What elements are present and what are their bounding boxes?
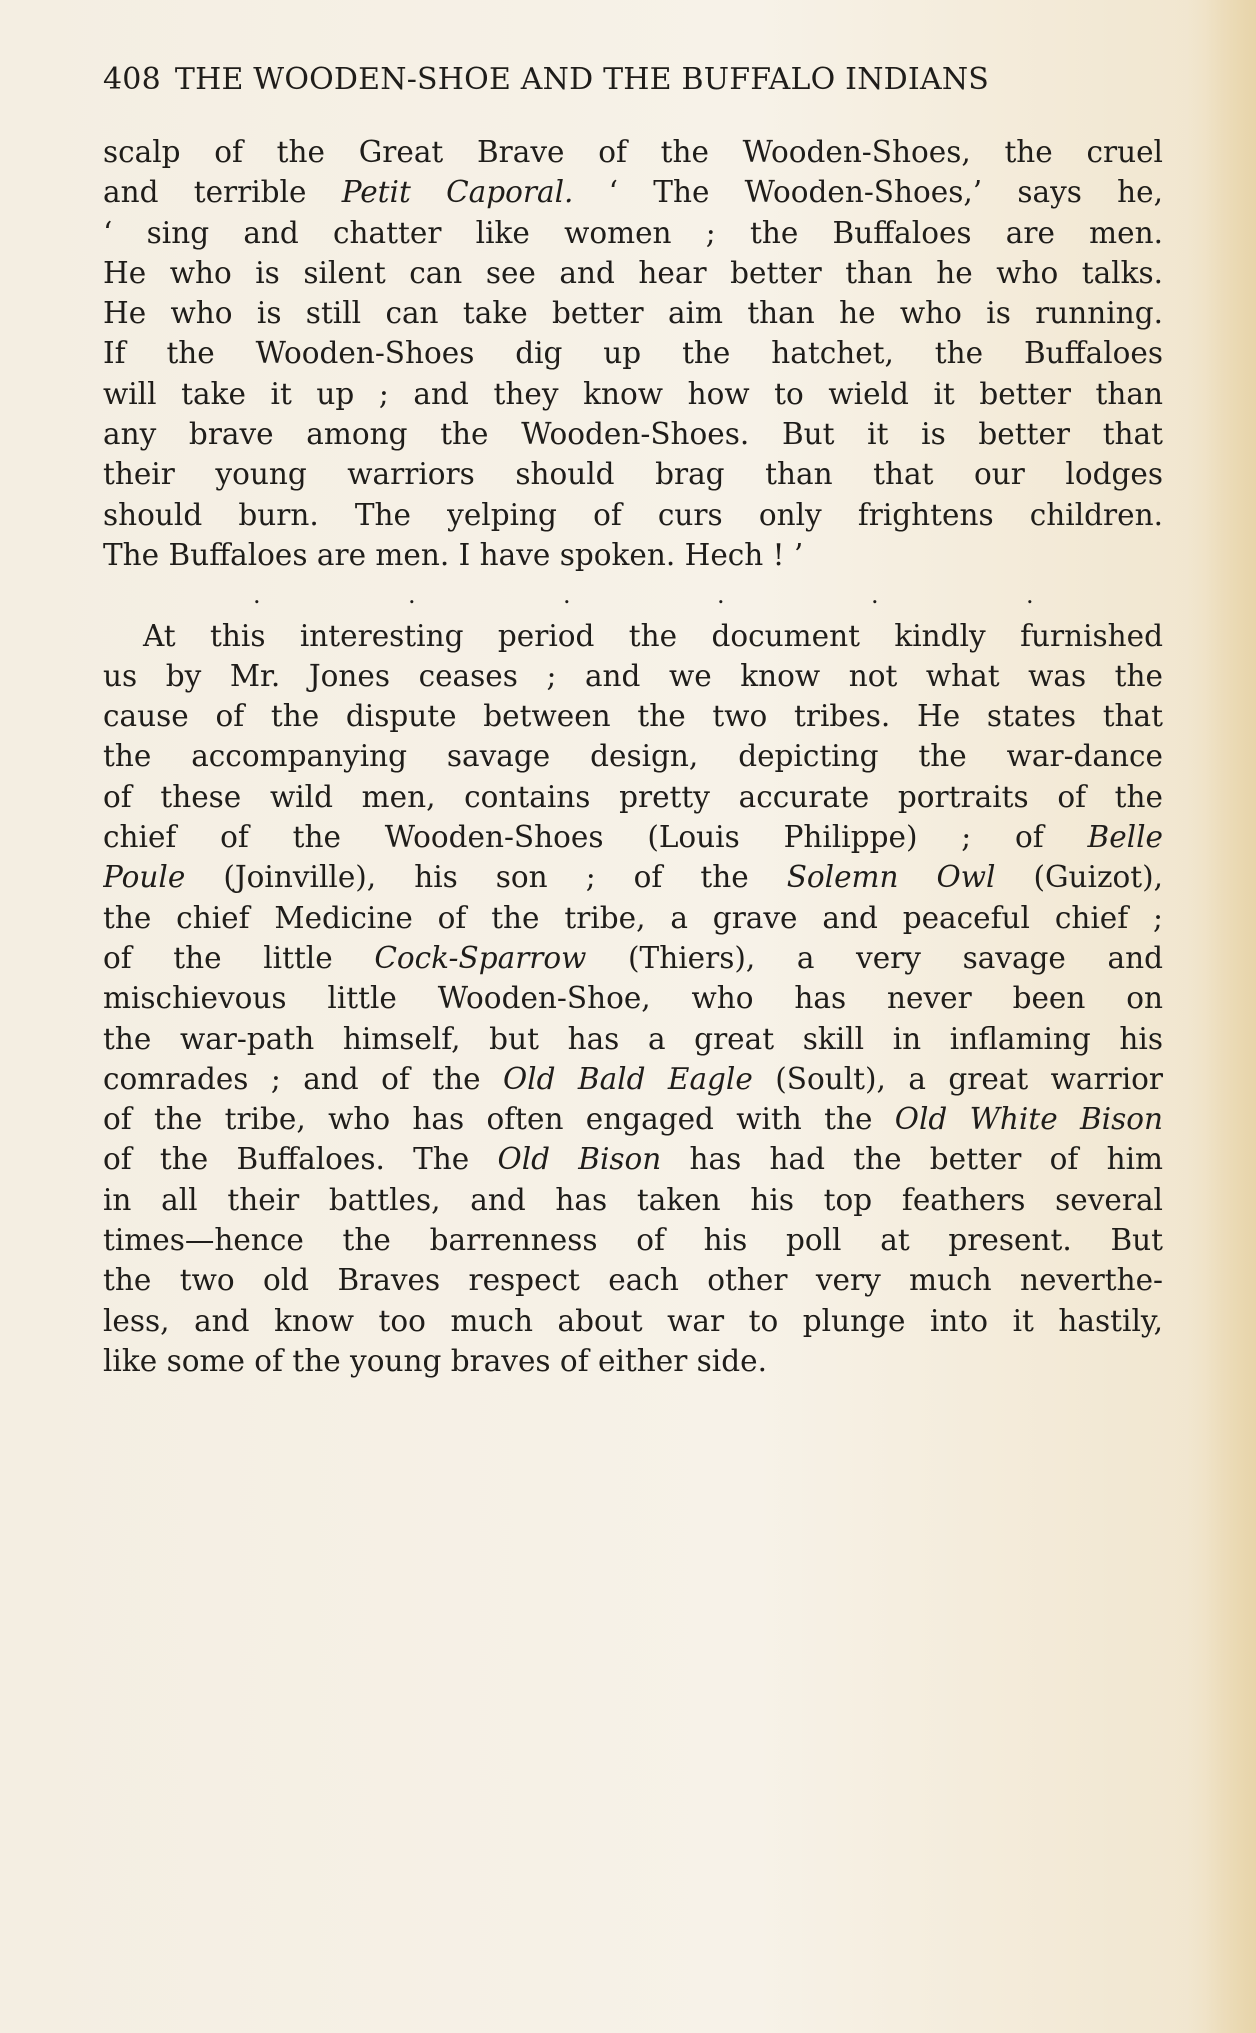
text-line: ‘ sing and chatter like women ; the Buffaloes are men. bbox=[103, 215, 1163, 250]
text-line: He who is still can take better aim than he who is running. bbox=[103, 296, 1163, 331]
italic-run: Belle bbox=[1087, 820, 1163, 855]
text-run: chief of the Wooden-Shoes (Louis Philippe) ; of bbox=[103, 820, 1088, 855]
text-line bbox=[103, 172, 1163, 212]
text-line: the chief Medicine of the tribe, a grave and peaceful chief ; bbox=[103, 900, 1163, 935]
text-line: of these wild men, contains pretty accurate portraits of the bbox=[103, 779, 1163, 814]
text-line: times—hence the barrenness of his poll at present. But bbox=[103, 1223, 1163, 1258]
text-run: (Thiers), a very savage and bbox=[586, 940, 1163, 975]
text-run: of the little bbox=[103, 940, 375, 975]
paragraph-speech bbox=[103, 132, 1163, 575]
text-run: (Guizot), bbox=[995, 860, 1163, 895]
page-edge-shading bbox=[1186, 0, 1256, 2033]
text-line bbox=[103, 1099, 1163, 1139]
italic-run: Old Bald Eagle bbox=[502, 1061, 753, 1096]
text-run: ‘ The Wooden-Shoes,’ says he, bbox=[573, 175, 1163, 210]
ellipsis-dot: . bbox=[253, 581, 261, 610]
italic-run: Solemn Owl bbox=[786, 860, 996, 895]
text-line: cause of the dispute between the two tribes. He states that bbox=[103, 699, 1163, 734]
text-line bbox=[103, 1059, 1163, 1099]
text-line: the accompanying savage design, depicting the war-dance bbox=[103, 739, 1163, 774]
paragraph-commentary bbox=[103, 616, 1163, 1382]
italic-run: Old Bison bbox=[497, 1142, 662, 1177]
text-line: mischievous little Wooden-Shoe, who has never been on bbox=[103, 981, 1163, 1016]
ellipsis-dot: . bbox=[563, 581, 571, 610]
text-line bbox=[103, 1139, 1163, 1179]
text-line: their young warriors should brag than that our lodges bbox=[103, 457, 1163, 492]
text-run: of the tribe, who has often engaged with the bbox=[103, 1102, 895, 1137]
text-line: the two old Braves respect each other very much neverthe- bbox=[103, 1263, 1163, 1298]
italic-run: Poule bbox=[103, 860, 186, 895]
text-run: (Joinville), his son ; of the bbox=[185, 860, 787, 895]
text-line: At this interesting period the document kindly furnished bbox=[143, 618, 1163, 653]
text-run: (Soult), a great warrior bbox=[752, 1061, 1163, 1096]
text-run: has had the better of him bbox=[661, 1142, 1163, 1177]
text-line bbox=[103, 938, 1163, 978]
text-line: He who is silent can see and hear better than he who talks. bbox=[103, 255, 1163, 290]
text-run: comrades ; and of the bbox=[103, 1061, 503, 1096]
italic-run: Cock-Sparrow bbox=[374, 940, 587, 975]
text-line: less, and know too much about war to plunge into it hastily, bbox=[103, 1303, 1163, 1338]
running-title: THE WOODEN-SHOE AND THE BUFFALO INDIANS bbox=[174, 62, 990, 97]
text-line: should burn. The yelping of curs only frightens children. bbox=[103, 497, 1163, 532]
ellipsis-break bbox=[103, 575, 1163, 615]
text-run: of the Buffaloes. The bbox=[103, 1142, 498, 1177]
text-line: any brave among the Wooden-Shoes. But it is better that bbox=[103, 417, 1163, 452]
text-line bbox=[103, 857, 1163, 897]
text-line bbox=[103, 817, 1163, 857]
text-line: will take it up ; and they know how to wield it better than bbox=[103, 376, 1163, 411]
ellipsis-dot: . bbox=[1026, 581, 1034, 610]
running-header bbox=[103, 58, 1163, 102]
text-line: like some of the young braves of either side. bbox=[103, 1343, 767, 1378]
ellipsis-dot: . bbox=[408, 581, 416, 610]
text-line: scalp of the Great Brave of the Wooden-Shoes, the cruel bbox=[103, 135, 1163, 169]
text-line: the war-path himself, but has a great skill in inflaming his bbox=[103, 1021, 1163, 1056]
ellipsis-dot: . bbox=[717, 581, 725, 610]
text-line: in all their battles, and has taken his top feathers several bbox=[103, 1182, 1163, 1217]
page-number: 408 bbox=[103, 62, 161, 97]
body-text bbox=[103, 132, 1163, 1381]
text-line: If the Wooden-Shoes dig up the hatchet, the Buffaloes bbox=[103, 336, 1163, 371]
italic-run: Old White Bison bbox=[894, 1102, 1163, 1137]
text-run: and terrible bbox=[103, 175, 342, 210]
text-line: us by Mr. Jones ceases ; and we know not what was the bbox=[103, 658, 1163, 693]
text-line: The Buffaloes are men. I have spoken. Hech ! ’ bbox=[103, 537, 804, 572]
ellipsis-dot: . bbox=[871, 581, 879, 610]
italic-run: Petit Caporal. bbox=[341, 175, 574, 210]
